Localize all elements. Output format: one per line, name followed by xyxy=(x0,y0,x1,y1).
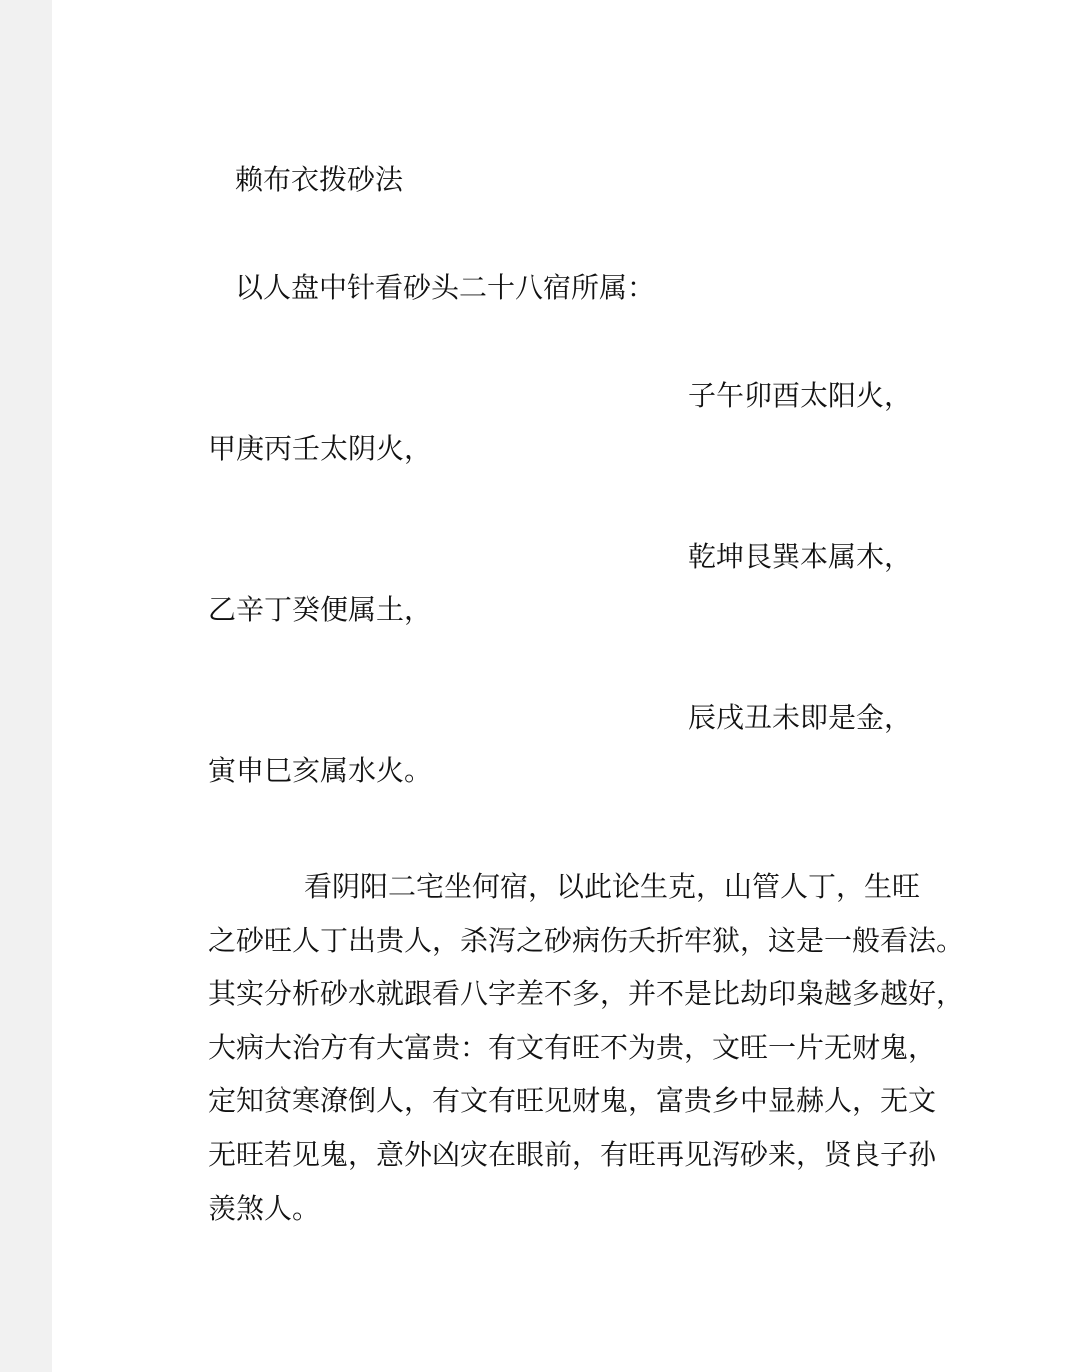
verse-line: 甲庚丙壬太阴火， xyxy=(208,432,433,465)
document-page xyxy=(52,0,1080,1372)
verse-line: 子午卯酉太阳火， xyxy=(688,379,913,412)
verse-line: 乙辛丁癸便属土， xyxy=(208,593,433,626)
intro-line: 以人盘中针看砂头二十八宿所属： xyxy=(235,271,656,304)
verse-line: 寅申巳亥属水火。 xyxy=(208,754,433,787)
paragraph-line: 其实分析砂水就跟看八字差不多，并不是比劫印枭越多越好， xyxy=(208,977,965,1011)
paragraph-line: 无旺若见鬼，意外凶灾在眼前，有旺再见泻砂来，贤良子孙 xyxy=(208,1137,937,1171)
document-title: 赖布衣拨砂法 xyxy=(235,163,404,196)
verse-line: 辰戌丑未即是金， xyxy=(688,701,913,734)
verse-line: 乾坤艮巽本属木， xyxy=(688,540,913,573)
body-paragraph xyxy=(208,860,965,1235)
paragraph-line: 羡煞人。 xyxy=(208,1191,321,1225)
paragraph-line: 定知贫寒潦倒人，有文有旺见财鬼，富贵乡中显赫人，无文 xyxy=(208,1084,937,1118)
paragraph-line: 之砂旺人丁出贵人，杀泻之砂病伤夭折牢狱，这是一般看法。 xyxy=(208,923,965,957)
paragraph-line: 看阴阳二宅坐何宿，以此论生克，山管人丁，生旺 xyxy=(304,870,921,903)
paragraph-line: 大病大治方有大富贵：有文有旺不为贵，文旺一片无财鬼， xyxy=(208,1030,937,1064)
